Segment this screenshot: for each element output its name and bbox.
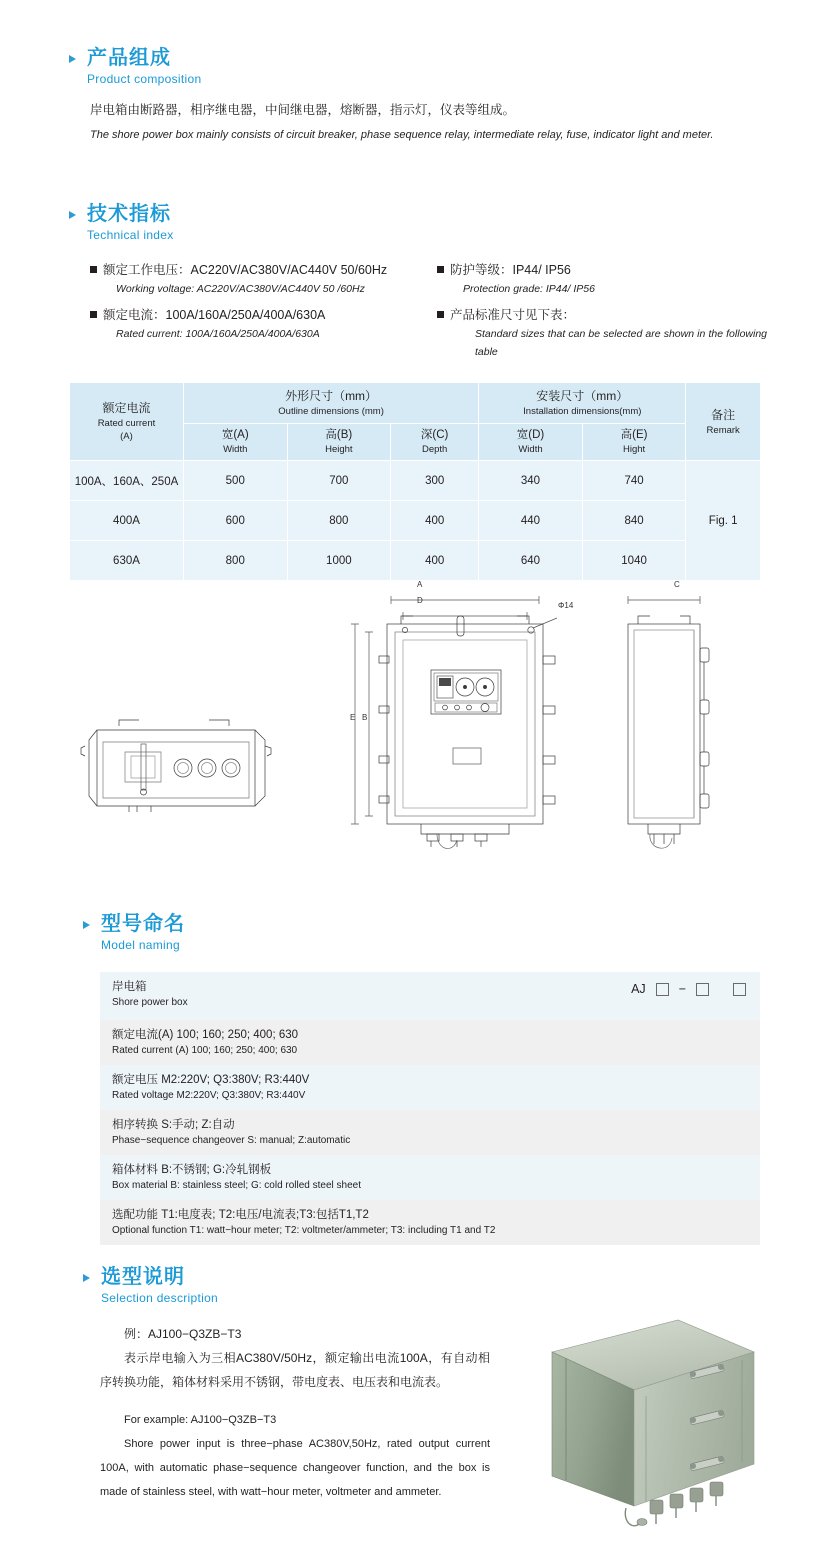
code-placeholder-box-3 [733, 983, 746, 996]
header-rated-current: 额定电流 Rated current (A) [70, 383, 184, 461]
tech-item-cn: 额定电流：100A/160A/250A/400A/630A [103, 308, 326, 322]
cell-c: 300 [391, 461, 479, 501]
subheader-height-e: 高(E) Hight [582, 424, 686, 461]
model-row-en: Phase−sequence changeover S: manual; Z:automatic [112, 1135, 351, 1146]
section-title-en: Product composition [87, 72, 202, 86]
table-row [70, 501, 761, 541]
cell-e: 740 [582, 461, 686, 501]
section-technical-index-heading [69, 202, 469, 244]
subheader-width-a: 宽(A) Width [183, 424, 287, 461]
model-row-en: Optional function T1: watt−hour meter; T2: voltmeter/ammeter; T3: including T1 and T2 [112, 1225, 496, 1236]
model-row-cn: 额定电流(A) 100; 160; 250; 400; 630 [112, 1029, 299, 1041]
section-model-naming-heading [83, 912, 483, 954]
section-title-en: Technical index [87, 228, 174, 242]
table-row [70, 541, 761, 581]
model-row-box-material [100, 1155, 760, 1200]
arrow-icon [83, 921, 90, 929]
cell-c: 400 [391, 501, 479, 541]
cell-b: 800 [287, 501, 391, 541]
dim-label-c: C [674, 580, 680, 589]
code-placeholder-box-2 [696, 983, 709, 996]
selection-body-en: Shore power input is three−phase AC380V,50Hz, rated output current 100A, with automatic phase−sequence changeover function, and the box is made of stainless steel, with watt−hour meter, voltmeter and ammeter. [100, 1438, 490, 1498]
subheader-width-d: 宽(D) Width [479, 424, 583, 461]
cell-b: 1000 [287, 541, 391, 581]
model-row-en: Rated voltage M2:220V; Q3:380V; R3:440V [112, 1090, 306, 1101]
header-outline-dimensions: 外形尺寸（mm） Outline dimensions (mm) [183, 383, 478, 424]
cell-current: 400A [70, 501, 184, 541]
model-row-cn: 选配功能 T1:电度表; T2:电压/电流表;T3:包括T1,T2 [112, 1209, 369, 1221]
technical-drawing [69, 578, 769, 868]
model-row-en: Box material B: stainless steel; G: cold rolled steel sheet [112, 1180, 362, 1191]
model-row-cn: 岸电箱 [112, 981, 147, 993]
selection-example-cn: 例：AJ100−Q3ZB−T3 [124, 1327, 242, 1341]
cell-e: 840 [582, 501, 686, 541]
model-row-optional-function [100, 1200, 760, 1245]
model-row-cn: 箱体材料 B:不锈钢; G:冷轧钢板 [112, 1164, 272, 1176]
section-title-cn: 技术指标 [87, 203, 171, 225]
dim-label-hole: Φ14 [558, 601, 574, 610]
arrow-icon [69, 55, 76, 63]
section-title-cn: 型号命名 [101, 913, 185, 935]
section-selection-description-heading [83, 1265, 483, 1307]
tech-item-cn: 防护等级：IP44/ IP56 [450, 263, 571, 277]
model-row-en: Shore power box [112, 997, 188, 1008]
cell-a: 800 [183, 541, 287, 581]
model-naming-block [100, 972, 760, 1245]
tech-item-en: Rated current: 100A/160A/250A/400A/630A [116, 328, 320, 340]
tech-item-en: Protection grade: IP44/ IP56 [463, 283, 595, 295]
tech-item-en: Working voltage: AC220V/AC380V/AC440V 50 /60Hz [116, 283, 365, 295]
cell-e: 1040 [582, 541, 686, 581]
product-photo [530, 1310, 780, 1540]
tech-item-working-voltage [90, 260, 450, 298]
tech-item-rated-current [90, 305, 450, 343]
dim-label-a: A [417, 580, 423, 589]
code-placeholder-box-1 [656, 983, 669, 996]
cell-current: 100A、160A、250A [70, 461, 184, 501]
product-composition-body-en: The shore power box mainly consists of circuit breaker, phase sequence relay, intermediate relay, fuse, indicator light and meter. [90, 129, 714, 141]
tech-item-protection-grade [437, 260, 767, 298]
cell-a: 500 [183, 461, 287, 501]
square-bullet-icon [437, 266, 444, 273]
section-title-en: Model naming [101, 938, 180, 952]
table-header-row [70, 383, 761, 424]
tech-item-cn: 产品标准尺寸见下表： [450, 308, 576, 322]
selection-description-body [100, 1322, 490, 1504]
model-code-diagram [631, 982, 746, 996]
code-dash: − [678, 982, 686, 996]
model-row-rated-current [100, 1020, 760, 1065]
section-title-cn: 选型说明 [101, 1266, 185, 1288]
header-remark: 备注 Remark [686, 383, 761, 461]
tech-item-en: Standard sizes that can be selected are shown in the following table [475, 328, 767, 358]
dim-label-b: B [362, 713, 368, 722]
selection-example-en: For example: AJ100−Q3ZB−T3 [124, 1414, 277, 1426]
model-row-phase-changeover [100, 1110, 760, 1155]
cell-b: 700 [287, 461, 391, 501]
header-install-dimensions: 安装尺寸（mm） Installation dimensions(mm) [479, 383, 686, 424]
product-composition-body-cn: 岸电箱由断路器，相序继电器，中间继电器，熔断器，指示灯，仪表等组成。 [90, 103, 516, 117]
square-bullet-icon [90, 311, 97, 318]
cell-d: 340 [479, 461, 583, 501]
section-title-en: Selection description [101, 1291, 219, 1305]
selection-body-cn: 表示岸电输入为三相AC380V/50Hz，额定输出电流100A，有自动相序转换功能，箱体材料采用不锈钢，带电度表、电压表和电流表。 [100, 1351, 490, 1389]
cell-current: 630A [70, 541, 184, 581]
square-bullet-icon [90, 266, 97, 273]
arrow-icon [83, 1274, 90, 1282]
section-title-cn: 产品组成 [87, 47, 171, 69]
square-bullet-icon [437, 311, 444, 318]
model-row-cn: 相序转换 S:手动; Z:自动 [112, 1119, 235, 1131]
model-row-en: Rated current (A) 100; 160; 250; 400; 630 [112, 1045, 298, 1056]
dim-label-e: E [350, 713, 356, 722]
section-product-composition-heading [69, 46, 469, 88]
subheader-height-b: 高(B) Height [287, 424, 391, 461]
cell-remark: Fig. 1 [686, 461, 761, 581]
model-row-rated-voltage [100, 1065, 760, 1110]
model-code-prefix: AJ [631, 982, 646, 996]
specification-table [69, 382, 761, 581]
arrow-icon [69, 211, 76, 219]
cell-d: 440 [479, 501, 583, 541]
subheader-depth-c: 深(C) Depth [391, 424, 479, 461]
cell-c: 400 [391, 541, 479, 581]
cell-a: 600 [183, 501, 287, 541]
dim-label-d: D [417, 596, 423, 605]
table-row [70, 461, 761, 501]
tech-item-cn: 额定工作电压：AC220V/AC380V/AC440V 50/60Hz [103, 263, 388, 277]
cell-d: 640 [479, 541, 583, 581]
tech-item-standard-sizes [437, 305, 767, 361]
model-row-cn: 额定电压 M2:220V; Q3:380V; R3:440V [112, 1074, 310, 1086]
model-row-shore-power-box [100, 972, 760, 1020]
